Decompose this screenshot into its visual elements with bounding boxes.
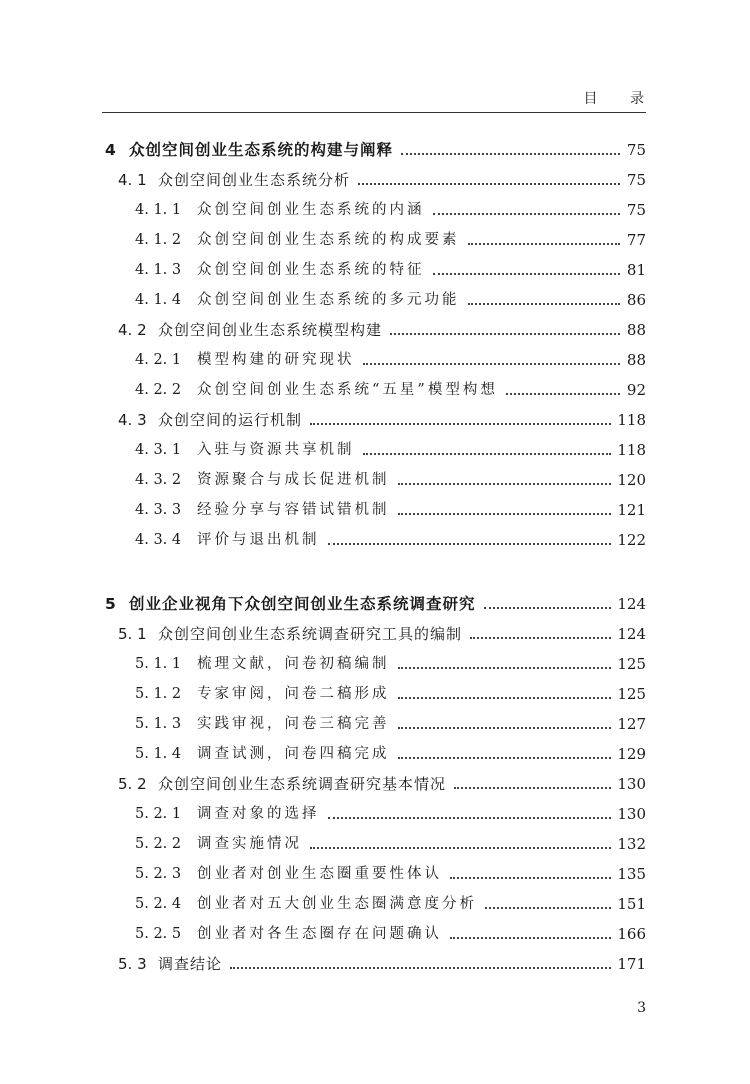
toc-entry-title: 经验分享与容错试错机制	[197, 502, 390, 518]
dot-leader	[363, 362, 621, 365]
toc-entry-title: 众创空间创业生态系统调查研究基本情况	[158, 775, 447, 793]
dot-leader	[398, 696, 612, 699]
toc-entry-title: 众创空间创业生态系统的构建与阐释	[129, 141, 394, 159]
toc-entry-title: 入驻与资源共享机制	[197, 442, 355, 458]
toc-entry-title: 资源聚合与成长促进机制	[197, 472, 390, 488]
dot-leader	[433, 212, 621, 215]
toc-entry	[135, 860, 646, 884]
toc-entry	[118, 620, 646, 644]
dot-leader	[230, 966, 611, 969]
toc-entry-page: 171	[617, 955, 646, 973]
toc-entry-page: 86	[626, 291, 646, 309]
dot-leader	[358, 182, 620, 185]
toc-entry-title: 众创空间的运行机制	[158, 411, 303, 429]
dot-leader	[398, 666, 612, 669]
dot-leader	[398, 512, 612, 515]
dot-leader	[450, 876, 611, 879]
toc-entry	[135, 526, 646, 550]
header-title: 目 录	[583, 91, 658, 107]
toc-entry-number: 4. 3. 1	[135, 442, 182, 458]
dot-leader	[506, 392, 620, 395]
toc-entry	[135, 436, 646, 460]
dot-leader	[468, 302, 621, 305]
toc-entry-page: 124	[617, 595, 646, 613]
toc-entry-page: 122	[617, 531, 646, 549]
dot-leader	[450, 936, 611, 939]
toc-entry-title: 模型构建的研究现状	[197, 352, 355, 368]
toc-entry-title: 众创空间创业生态系统的多元功能	[197, 292, 460, 308]
toc-entry-number: 5. 1. 4	[135, 746, 182, 762]
toc-entry-page: 151	[617, 895, 646, 913]
toc-entry-page: 120	[617, 471, 646, 489]
toc-entry-title: 创业者对各生态圈存在问题确认	[197, 926, 442, 942]
toc-entry	[135, 496, 646, 520]
toc-entry-page: 125	[617, 655, 646, 673]
toc-entry	[135, 740, 646, 764]
toc-entry-page: 77	[626, 231, 646, 249]
dot-leader	[328, 542, 612, 545]
toc-entry-page: 75	[626, 201, 646, 219]
toc-entry-page: 118	[617, 411, 646, 429]
toc-entry-title: 梳理文献，问卷初稿编制	[197, 656, 390, 672]
toc-entry-title: 众创空间创业生态系统的特征	[197, 262, 425, 278]
toc-entry-number: 5. 2. 2	[135, 836, 182, 852]
toc-entry-number: 4. 1. 1	[135, 202, 182, 218]
dot-leader	[398, 726, 612, 729]
toc-entry	[135, 800, 646, 824]
toc-entry-number: 4. 3	[118, 411, 147, 429]
toc-entry-page: 81	[626, 261, 646, 279]
toc-entry-number: 4	[105, 141, 116, 159]
toc-entry	[135, 346, 646, 370]
toc-entry-number: 4. 1. 3	[135, 262, 182, 278]
dot-leader	[468, 242, 621, 245]
running-header	[102, 86, 658, 113]
toc-entry	[118, 950, 646, 974]
toc-entry-number: 4. 3. 2	[135, 472, 182, 488]
toc-entry	[135, 830, 646, 854]
toc-entry-page: 130	[617, 805, 646, 823]
toc-entry-title: 创业者对五大创业生态圈满意度分析	[197, 896, 477, 912]
toc-entry	[118, 406, 646, 430]
dot-leader	[398, 482, 612, 485]
toc-entry-number: 5. 1. 2	[135, 686, 182, 702]
toc-entry-number: 5. 2	[118, 775, 147, 793]
toc-entry-title: 众创空间创业生态系统模型构建	[158, 321, 383, 339]
toc-entry-title: 调查实施情况	[197, 836, 302, 852]
toc-entry-title: 评价与退出机制	[197, 532, 320, 548]
toc-entry-number: 5. 2. 1	[135, 806, 182, 822]
toc-entry-title: 众创空间创业生态系统调查研究工具的编制	[158, 625, 463, 643]
toc-entry-page: 125	[617, 685, 646, 703]
toc-entry-title: 众创空间创业生态系统分析	[158, 171, 351, 189]
dot-leader	[328, 816, 612, 819]
toc-entry	[135, 466, 646, 490]
toc-entry-title: 实践审视，问卷三稿完善	[197, 716, 390, 732]
toc-entry	[135, 920, 646, 944]
toc-entry	[118, 770, 646, 794]
toc-entry-title: 专家审阅，问卷二稿形成	[197, 686, 390, 702]
toc-entry-page: 88	[626, 321, 646, 339]
toc-entry	[118, 166, 646, 190]
toc-entry-page: 88	[626, 351, 646, 369]
toc-entry-number: 5. 2. 3	[135, 866, 182, 882]
dot-leader	[310, 422, 611, 425]
toc-entry	[105, 590, 646, 614]
toc-entry-number: 4. 2. 2	[135, 382, 182, 398]
toc-entry-page: 124	[617, 625, 646, 643]
toc-entry-page: 92	[626, 381, 646, 399]
toc-entry-page: 118	[617, 441, 646, 459]
toc-entry	[135, 196, 646, 220]
toc-entry-page: 166	[617, 925, 646, 943]
dot-leader	[310, 846, 611, 849]
toc-entry-number: 5. 2. 4	[135, 896, 182, 912]
toc-entry-title: 创业者对创业生态圈重要性体认	[197, 866, 442, 882]
page-number: 3	[637, 1000, 646, 1016]
toc-entry-title: 众创空间创业生态系统“五星”模型构想	[197, 382, 498, 398]
toc-entry	[105, 136, 646, 160]
toc-entry	[135, 286, 646, 310]
toc-entry-title: 调查结论	[158, 955, 223, 973]
toc-entry-number: 4. 1. 4	[135, 292, 182, 308]
toc-entry-number: 5. 1. 1	[135, 656, 182, 672]
toc-entry	[135, 650, 646, 674]
toc-entry-page: 130	[617, 775, 646, 793]
toc-entry-page: 75	[626, 141, 646, 159]
toc-entry	[135, 890, 646, 914]
toc-entry-title: 众创空间创业生态系统的构成要素	[197, 232, 460, 248]
toc-entry-page: 135	[617, 865, 646, 883]
toc-entry-title: 创业企业视角下众创空间创业生态系统调查研究	[129, 595, 476, 613]
toc-entry-number: 5	[105, 595, 116, 613]
dot-leader	[470, 636, 611, 639]
toc-entry-number: 5. 1. 3	[135, 716, 182, 732]
toc-entry-title: 众创空间创业生态系统的内涵	[197, 202, 425, 218]
toc-entry-number: 4. 2. 1	[135, 352, 182, 368]
toc-entry-number: 4. 1. 2	[135, 232, 182, 248]
toc-entry-number: 5. 2. 5	[135, 926, 182, 942]
toc-entry-title: 调查对象的选择	[197, 806, 320, 822]
toc-entry	[135, 376, 646, 400]
dot-leader	[433, 272, 621, 275]
toc-entry-page: 75	[626, 171, 646, 189]
toc-entry	[135, 680, 646, 704]
toc-entry	[118, 316, 646, 340]
dot-leader	[401, 152, 620, 155]
toc-entry-number: 5. 3	[118, 955, 147, 973]
toc-entry-page: 127	[617, 715, 646, 733]
dot-leader	[398, 756, 612, 759]
toc-entry-title: 调查试测，问卷四稿完成	[197, 746, 390, 762]
toc-entry	[135, 226, 646, 250]
toc-entry-number: 4. 3. 3	[135, 502, 182, 518]
toc-entry-page: 121	[617, 501, 646, 519]
toc-entry-number: 5. 1	[118, 625, 147, 643]
toc-entry-page: 132	[617, 835, 646, 853]
dot-leader	[363, 452, 612, 455]
toc-entry-page: 129	[617, 745, 646, 763]
toc-entry-number: 4. 2	[118, 321, 147, 339]
toc-entry-number: 4. 1	[118, 171, 147, 189]
dot-leader	[454, 786, 611, 789]
dot-leader	[390, 332, 620, 335]
toc-entry	[135, 256, 646, 280]
dot-leader	[485, 906, 611, 909]
toc-entry	[135, 710, 646, 734]
toc-entry-number: 4. 3. 4	[135, 532, 182, 548]
dot-leader	[484, 606, 612, 609]
